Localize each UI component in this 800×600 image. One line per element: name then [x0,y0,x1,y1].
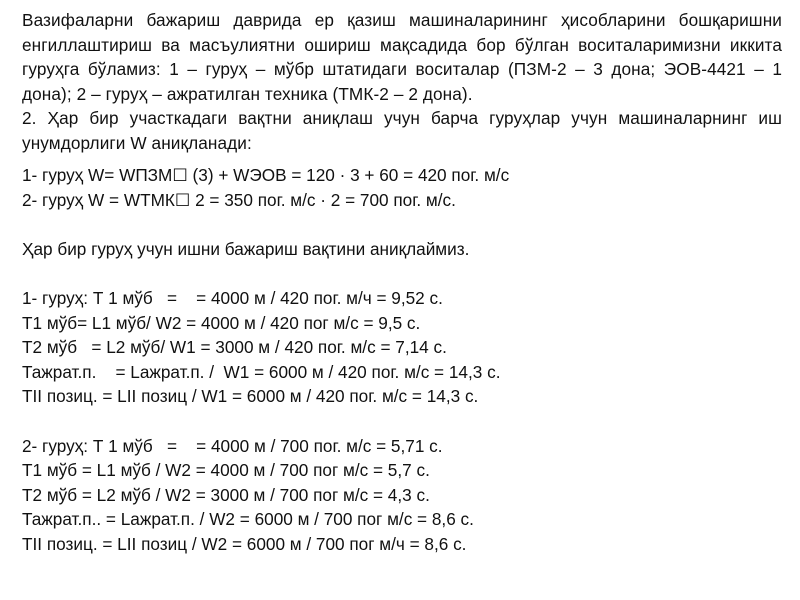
group1-productivity-formula: 1- гуруҳ W= WПЗМ☐ (3) + WЭОВ = 120 · 3 + 60 = 420 пог. м/с [22,165,510,185]
group2-time-line: ТII позиц. = LII позиц / W2 = 6000 м / 700 пог м/ч = 8,6 с. [22,533,467,554]
group2-time-line: Тажрат.п.. = Lажрат.п. / W2 = 6000 м / 700 пог м/с = 8,6 с. [22,509,474,530]
step-2-paragraph: 2. Ҳар бир участкадаги вақтни аниқлаш учун барча гуруҳлар учун машиналарнинг иш унумдорлиги W аниқланади: [22,108,782,153]
group1-time-line: 1- гуруҳ: Т 1 мўб = = 4000 м / 420 пог. м/ч = 9,52 с. [22,287,443,308]
group1-time-line: ТII позиц. = LII позиц / W1 = 6000 м / 420 пог. м/с = 14,3 с. [22,386,479,407]
spacer [22,409,782,434]
document-page [22,8,782,557]
group2-productivity-formula: 2- гуруҳ W = WТМК☐ 2 = 350 пог. м/с · 2 = 700 пог. м/с. [22,189,456,210]
group2-time-line: Т1 мўб = L1 мўб / W2 = 4000 м / 700 пог м/с = 5,7 с. [22,460,430,481]
calculation-block [22,163,782,557]
group2-time-line: Т2 мўб = L2 мўб / W2 = 3000 м / 700 пог м/с = 4,3 с. [22,484,430,505]
group1-time-line: Тажрат.п. = Lажрат.п. / W1 = 6000 м / 420 пог. м/с = 14,3 с. [22,361,501,382]
group1-time-line: Т2 мўб = L2 мўб/ W1 = 3000 м / 420 пог. м/с = 7,14 с. [22,337,447,358]
time-heading: Ҳар бир гуруҳ учун ишни бажариш вақтини аниқлаймиз. [22,238,470,259]
group2-time-line: 2- гуруҳ: Т 1 мўб = = 4000 м / 700 пог. м/с = 5,71 с. [22,435,443,456]
group1-time-line: Т1 мўб= L1 мўб/ W2 = 4000 м / 420 пог м/с = 9,5 с. [22,312,421,333]
spacer [22,261,782,286]
intro-paragraph: Вазифаларни бажариш даврида ер қазиш машиналарининг ҳисобларини бошқаришни енгиллаштириш ва масъулиятни ошириш мақсадида бор бўлган воситаларимизни иккита гуруҳга бўламиз: 1 – гуруҳ – мўбр штатидаги воситалар (ПЗМ-2 – 3 дона; ЭОВ-4421 – 1 дона); 2 – гуруҳ – ажратилган техника (ТМК-2 – 2 дона). [22,10,782,104]
spacer [22,212,782,237]
